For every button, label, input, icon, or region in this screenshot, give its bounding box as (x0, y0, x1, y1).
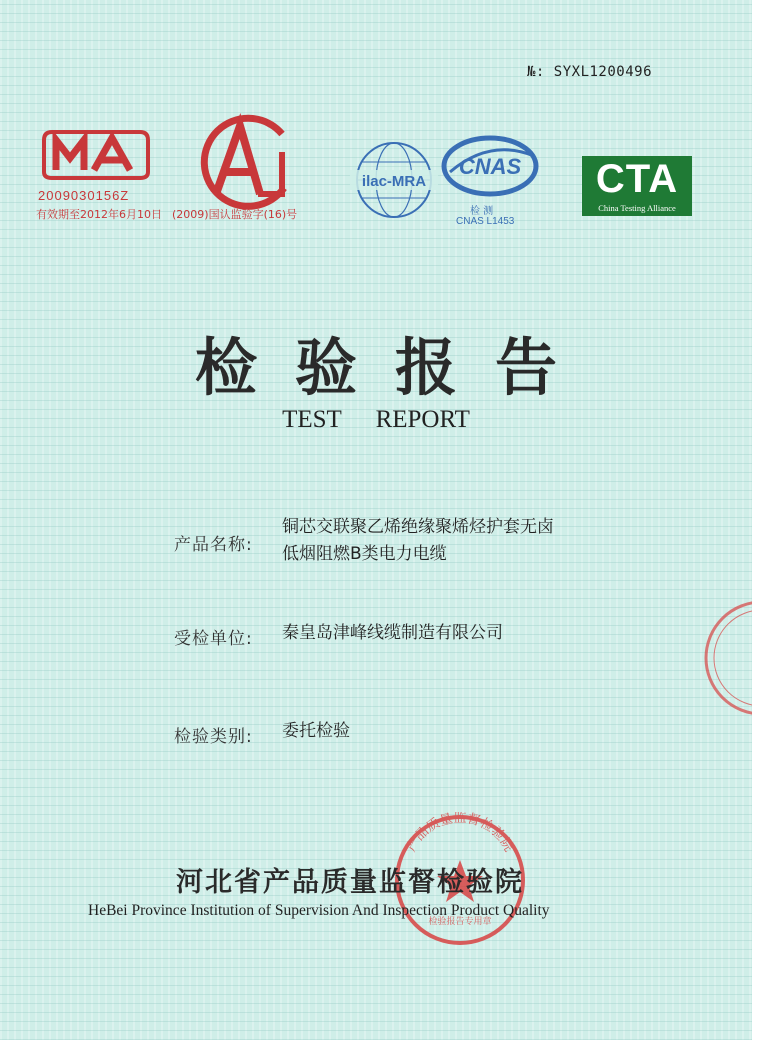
cta-letters: CTA (595, 157, 679, 201)
cal-caption: (2009)国认监验字(16)号 (172, 208, 298, 221)
edge-seal-icon (700, 596, 752, 720)
edge-seal (700, 596, 752, 720)
cta-logo (582, 156, 692, 216)
cnas-sub-label: 检 测 (470, 206, 494, 217)
seal-arc-text: 产品质量监督检验院 (403, 812, 517, 855)
ilac-text: ilac-MRA (361, 173, 427, 190)
ilac-globe-icon (348, 140, 440, 220)
cnas-accreditation-no: CNAS L1453 (456, 216, 515, 227)
institution-name-cn: 河北省产品质量监督检验院 (176, 867, 524, 898)
inspection-type-label: 检验类别: (174, 727, 253, 747)
ilac-mra-logo (348, 140, 440, 220)
client-name: 秦皇岛津峰线缆制造有限公司 (282, 623, 503, 643)
cnas-logo (440, 132, 540, 198)
product-name-line1: 铜芯交联聚乙烯绝缘聚烯烃护套无卤 (282, 517, 554, 537)
cma-logo (36, 128, 156, 182)
cma-cert-number: 2009030156Z (38, 188, 130, 203)
report-title-cn: 检验报告 (194, 331, 595, 404)
cnas-text: CNAS (458, 154, 522, 179)
cta-tagline: China Testing Alliance (598, 203, 676, 213)
document-number: №: SYXL1200496 (527, 64, 653, 80)
cal-logo (188, 112, 296, 212)
report-title-en: TEST REPORT (282, 406, 470, 433)
institution-name-en: HeBei Province Institution of Supervision And Inspection Product Quality (88, 902, 550, 919)
product-name-line2: 低烟阻燃B类电力电缆 (282, 544, 447, 564)
cma-validity: 有效期至2012年6月10日 (36, 208, 162, 221)
svg-text:产品质量监督检验院 (403, 812, 516, 855)
cma-mark-icon (36, 128, 156, 182)
client-label: 受检单位: (174, 629, 253, 649)
inspection-type: 委托检验 (282, 721, 350, 741)
product-name-label: 产品名称: (174, 535, 253, 555)
cal-mark-icon (188, 112, 296, 212)
cnas-mark-icon (440, 132, 540, 198)
seal-bottom-text: 检验报告专用章 (428, 917, 492, 927)
